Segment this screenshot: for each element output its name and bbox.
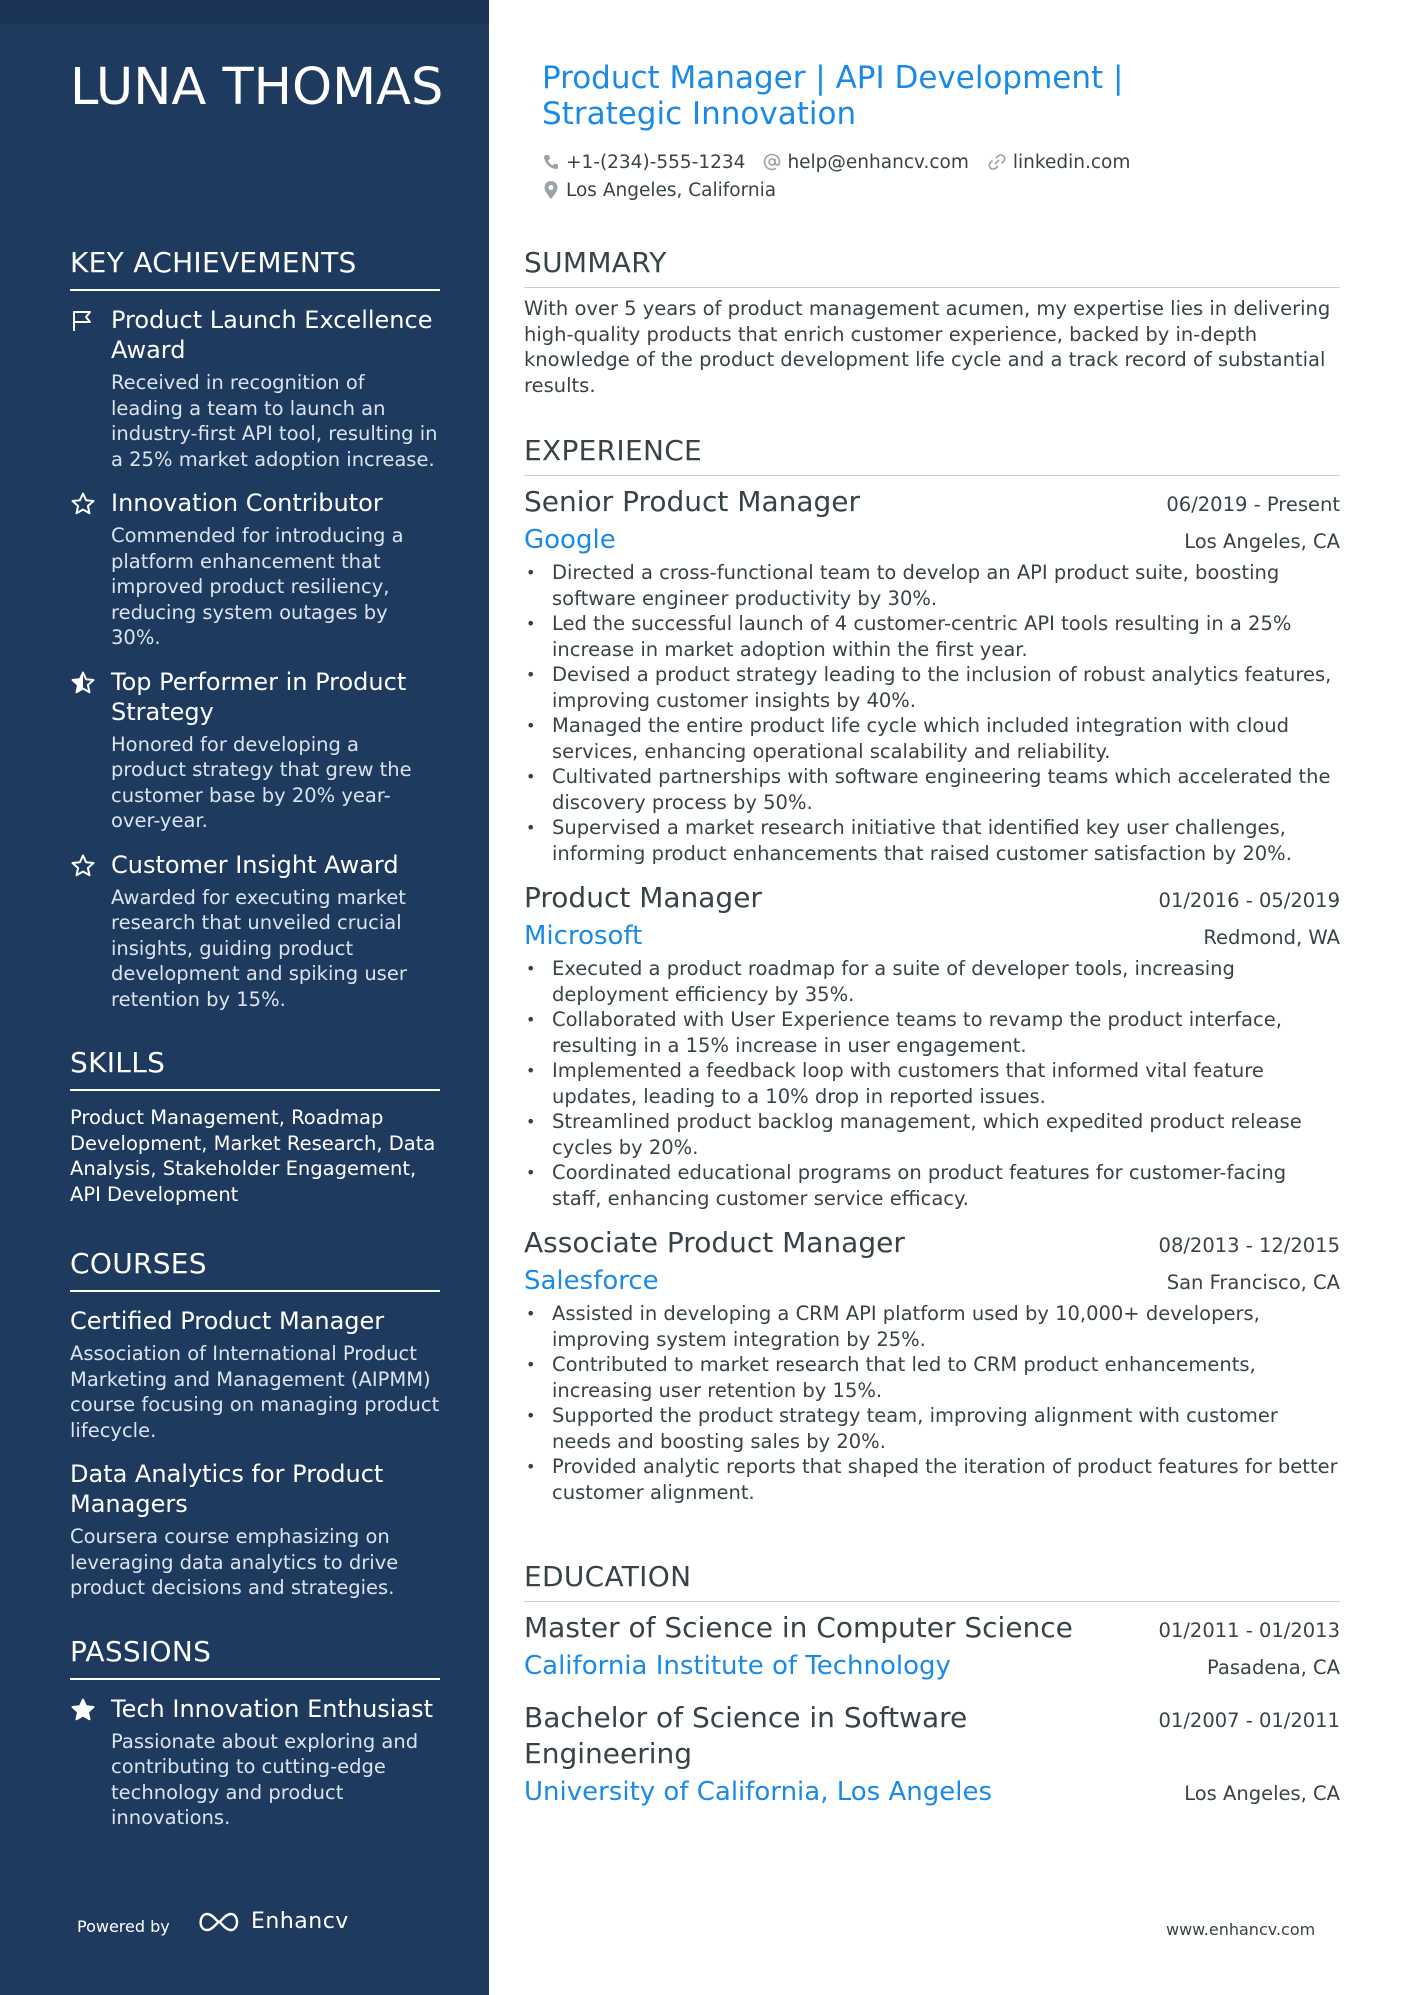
achievement-desc: Commended for introducing a platform enhancement that improved product resiliency, reducing system outages by 30%. [111,524,404,649]
job-bullet: • Provided analytic reports that shaped the iteration of product features for better customer alignment. [524,1454,1340,1505]
email-address: help@enhancv.com [787,151,969,173]
star-outline-icon [70,853,96,879]
experience-heading: EXPERIENCE [524,434,1340,476]
passion-desc: Passionate about exploring and contributing to cutting-edge technology and product innovations. [111,1729,419,1829]
passions-heading: PASSIONS [70,1635,440,1680]
job-title: Associate Product Manager [524,1226,905,1259]
achievements-heading: KEY ACHIEVEMENTS [70,246,440,291]
job-bullet: • Contributed to market research that led to CRM product enhancements, increasing user retention by 15%. [524,1352,1340,1403]
summary-heading: SUMMARY [524,246,1340,288]
company-name: Salesforce [524,1266,659,1296]
job-bullet: • Directed a cross-functional team to develop an API product suite, boosting software engineer productivity by 30%. [524,560,1340,611]
summary-text: With over 5 years of product management acumen, my expertise lies in delivering high-quality products that enrich customer experience, backed by in-depth knowledge of the product development life cycle and a track record of substantial results. [524,297,1331,397]
school-location: Los Angeles, CA [1184,1782,1340,1805]
achievement-item [70,488,440,651]
job-bullets [524,956,1340,1211]
company-name: Google [524,525,616,555]
job-location: Redmond, WA [1203,926,1340,949]
course-desc: Coursera course emphasizing on leveraging data analytics to drive product decisions and strategies. [70,1525,399,1599]
job-bullet: • Assisted in developing a CRM API platform used by 10,000+ developers, improving system integration by 25%. [524,1301,1340,1352]
education-date: 01/2007 - 01/2011 [1158,1709,1340,1732]
sidebar-top-strip [0,0,489,24]
brand-logo[interactable] [195,1909,349,1934]
job-bullet: • Devised a product strategy leading to the inclusion of robust analytics features, improving customer insights by 40%. [524,662,1340,713]
phone-icon [542,153,560,171]
job-bullet: • Led the successful launch of 4 customer-centric API tools resulting in a 25% increase in market adoption within the first year. [524,611,1340,662]
job-title: Product Manager [524,881,762,914]
job-bullet: • Streamlined product backlog management, which expedited product release cycles by 20%. [524,1109,1340,1160]
courses-heading: COURSES [70,1247,440,1292]
school-name: University of California, Los Angeles [524,1777,993,1807]
achievement-title: Product Launch Excellence Award [111,306,433,364]
education-heading: EDUCATION [524,1560,1340,1602]
job-bullet: • Managed the entire product life cycle which included integration with cloud services, enhancing operational scalability and reliability. [524,713,1340,764]
job-date: 08/2013 - 12/2015 [1158,1234,1340,1257]
enhancv-logo-icon [195,1910,241,1934]
powered-by-label: Powered by [77,1917,170,1936]
job-date: 06/2019 - Present [1166,493,1340,516]
flag-icon [70,308,96,334]
achievement-item [70,667,440,834]
link-icon [987,153,1007,171]
company-name: Microsoft [524,921,643,951]
job-bullet: • Implemented a feedback loop with customers that informed vital feature updates, leading to a 10% drop in reported issues. [524,1058,1340,1109]
email-contact[interactable] [763,152,968,173]
achievement-title: Customer Insight Award [111,850,399,879]
course-desc: Association of International Product Marketing and Management (AIPMM) course focusing on managing product lifecycle. [70,1342,440,1442]
location-pin-icon [542,180,560,200]
skills-heading: SKILLS [70,1046,440,1091]
job-bullet: • Executed a product roadmap for a suite of developer tools, increasing deployment efficiency by 35%. [524,956,1340,1007]
contact-info [542,148,1148,204]
achievement-desc: Honored for developing a product strategy that grew the customer base by 20% year-over-year. [111,732,412,832]
job-bullet: • Collaborated with User Experience teams to revamp the product interface, resulting in a 15% increase in user engagement. [524,1007,1340,1058]
course-title: Data Analytics for Product Managers [70,1460,384,1518]
job-location: San Francisco, CA [1166,1271,1340,1294]
candidate-name: LUNA THOMAS [70,58,444,117]
sidebar [0,0,489,1995]
summary-section [524,246,1340,398]
job-entry [524,484,1340,866]
location-text: Los Angeles, California [566,179,777,201]
linkedin-link: linkedin.com [1012,151,1131,173]
job-bullets [524,560,1340,866]
passion-title: Tech Innovation Enthusiast [111,1694,434,1723]
brand-name: Enhancv [251,1909,349,1934]
degree-title: Master of Science in Computer Science [524,1611,1073,1644]
school-location: Pasadena, CA [1207,1656,1340,1679]
star-half-icon [70,670,96,696]
education-date: 01/2011 - 01/2013 [1158,1619,1340,1642]
job-location: Los Angeles, CA [1184,530,1340,553]
experience-section [524,434,1340,1519]
job-bullets [524,1301,1340,1505]
at-icon [763,153,781,171]
achievement-title: Innovation Contributor [111,489,383,517]
job-bullet: • Supported the product strategy team, improving alignment with customer needs and boosting sales by 20%. [524,1403,1340,1454]
course-item [70,1459,440,1601]
headline: Product Manager | API Development | Strategic Innovation [542,60,1124,132]
passion-item [70,1694,440,1831]
job-bullet: • Coordinated educational programs on product features for customer-facing staff, enhancing customer service efficacy. [524,1160,1340,1211]
sidebar-content [70,246,440,1847]
achievement-item [70,850,440,1013]
achievement-desc: Awarded for executing market research that unveiled crucial insights, guiding product development and spiking user retention by 15%. [111,885,407,1011]
footer-url[interactable]: www.enhancv.com [1166,1920,1316,1939]
education-entry [524,1700,1340,1808]
achievement-item [70,305,440,472]
course-item [70,1306,440,1443]
achievement-title: Top Performer in Product Strategy [111,667,407,726]
job-title: Senior Product Manager [524,485,861,518]
achievement-desc: Received in recognition of leading a team to launch an industry-first API tool, resulting in a 25% market adoption increase. [111,371,438,471]
linkedin-contact[interactable] [987,152,1130,173]
location-contact [542,180,776,201]
job-bullet: • Cultivated partnerships with software engineering teams which accelerated the discovery process by 50%. [524,764,1340,815]
job-entry [524,1225,1340,1505]
job-entry [524,880,1340,1211]
star-outline-icon [70,491,96,517]
phone-number: +1-(234)-555-1234 [566,151,746,173]
degree-title: Bachelor of Science in Software Engineering [524,1701,968,1770]
school-name: California Institute of Technology [524,1651,951,1681]
job-date: 01/2016 - 05/2019 [1158,889,1340,912]
education-section [524,1560,1340,1826]
skills-list: Product Management, Roadmap Development, Market Research, Data Analysis, Stakeholder Engagement, API Development [70,1106,436,1206]
education-entry [524,1610,1340,1682]
phone-contact[interactable] [542,152,745,173]
job-bullet: • Supervised a market research initiative that identified key user challenges, informing product enhancements that raised customer satisfaction by 20%. [524,815,1340,866]
course-title: Certified Product Manager [70,1307,385,1335]
star-filled-icon [70,1697,96,1723]
